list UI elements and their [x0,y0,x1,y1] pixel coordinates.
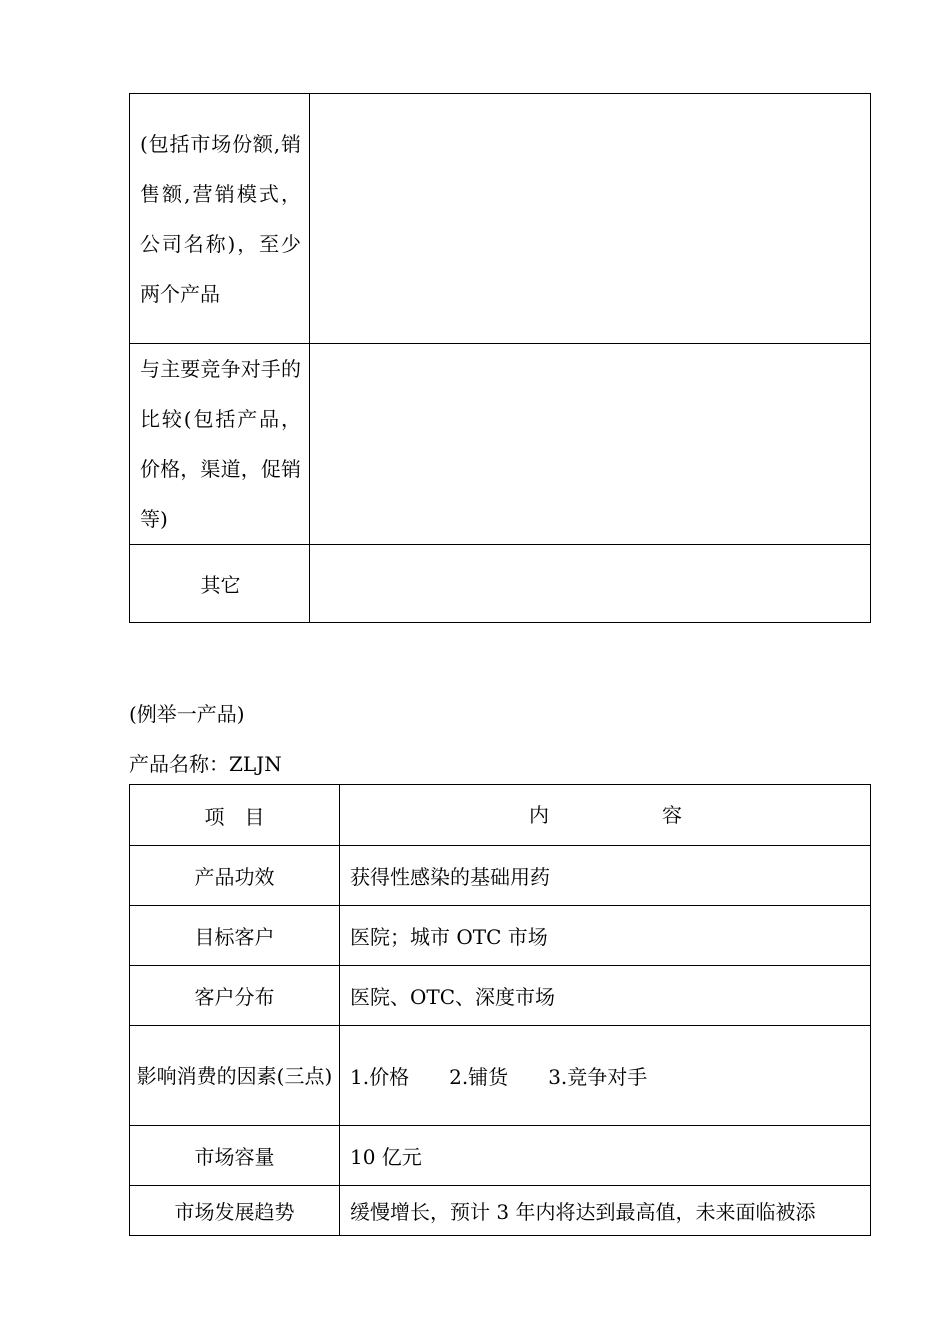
row-value: 医院、OTC、深度市场 [340,966,871,1026]
row-label-text: (包括市场份额,销售额,营销模式，公司名称)，至少两个产品 [140,131,301,306]
row-label [130,344,310,545]
table-row [130,1126,871,1186]
row-label: 市场容量 [130,1126,340,1186]
factor-3: 3.竞争对手 [548,1065,648,1089]
header-content [340,785,871,846]
example-note: (例举一产品) [129,702,245,726]
header-content-left: 内 [529,803,549,827]
row-content-cell [310,344,871,545]
table-row [130,906,871,966]
product-table [129,784,871,1236]
product-name-line: 产品名称：ZLJN [129,752,282,776]
factor-2: 2.铺货 [449,1065,509,1089]
row-label: 市场发展趋势 [130,1186,340,1236]
row-value: 医院；城市 OTC 市场 [340,906,871,966]
row-value: 获得性感染的基础用药 [340,846,871,906]
row-label: 产品功效 [130,846,340,906]
competitor-table [129,93,871,623]
header-content-right: 容 [662,803,682,827]
row-value [340,1026,871,1126]
table-row [130,846,871,906]
table-row [130,1186,871,1236]
table-row [130,344,871,545]
table-row [130,1026,871,1126]
table-row [130,966,871,1026]
row-content-cell [310,94,871,344]
row-label [130,94,310,344]
row-content-cell [310,545,871,623]
row-value: 10 亿元 [340,1126,871,1186]
table-header-row [130,785,871,846]
table-row [130,94,871,344]
row-label: 目标客户 [130,906,340,966]
table-row [130,545,871,623]
row-value: 缓慢增长，预计 3 年内将达到最高值，未来面临被添 [340,1186,871,1236]
row-label: 客户分布 [130,966,340,1026]
row-label-text: 影响消费的因素(三点) [136,1063,333,1088]
header-item: 项 目 [130,785,340,846]
factor-1: 1.价格 [350,1065,410,1089]
row-label-text: 与主要竞争对手的比较(包括产品，价格，渠道，促销等) [140,357,301,531]
row-label: 其它 [130,545,310,623]
row-label [130,1026,340,1126]
